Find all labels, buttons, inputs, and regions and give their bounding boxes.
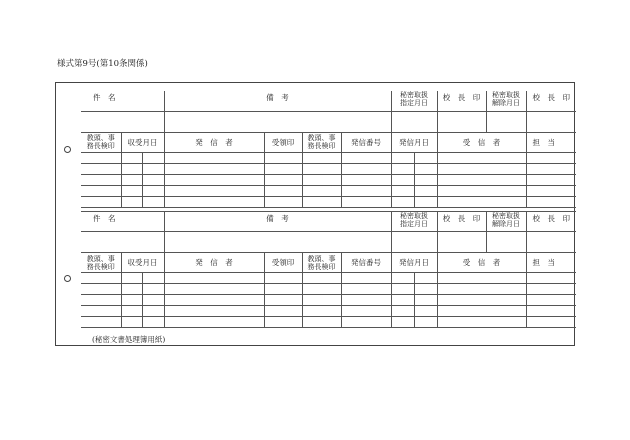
table-row [81, 163, 576, 174]
form-caption: 様式第9号(第10条関係) [57, 59, 148, 69]
subject-header: 件 名 [81, 91, 164, 111]
secret-release-date-header: 秘密取扱 解除月日 [486, 212, 526, 232]
receipt-seal-header: 受領印 [264, 253, 302, 273]
received-date-header: 収受月日 [121, 253, 164, 273]
table-row [81, 284, 576, 295]
secret-release-date-cell [486, 232, 526, 253]
secret-release-date-header: 秘密取扱 解除月日 [486, 91, 526, 111]
send-date-header: 発信月日 [391, 253, 437, 273]
sender-header: 発 信 者 [164, 132, 264, 152]
person-in-charge-header: 担 当 [526, 253, 576, 273]
table-row [81, 196, 576, 207]
record-block-upper [81, 91, 576, 208]
principal-seal-cell [437, 111, 486, 132]
received-date-header: 収受月日 [121, 132, 164, 152]
sender-header: 発 信 者 [164, 253, 264, 273]
secret-designation-date-cell [391, 111, 437, 132]
remarks-cell [164, 111, 391, 132]
table-row [81, 317, 576, 328]
form-note: (秘密文書処理簿用紙) [92, 335, 166, 344]
remarks-cell [164, 232, 391, 253]
head-seal-header: 教頭、事 務長検印 [81, 132, 121, 152]
principal-seal-cell [526, 111, 576, 132]
receipt-seal-header: 受領印 [264, 132, 302, 152]
recipient-header: 受 信 者 [437, 253, 526, 273]
binding-hole-top-icon [64, 146, 71, 153]
table-row [81, 273, 576, 284]
secret-designation-date-header: 秘密取扱 指定月日 [391, 212, 437, 232]
table-row [81, 306, 576, 317]
table-row [81, 152, 576, 163]
principal-seal-cell [437, 232, 486, 253]
principal-seal-header: 校 長 印 [437, 212, 486, 232]
recipient-header: 受 信 者 [437, 132, 526, 152]
secret-designation-date-header: 秘密取扱 指定月日 [391, 91, 437, 111]
remarks-header: 備 考 [164, 91, 391, 111]
head-seal-header: 教頭、事 務長検印 [302, 132, 341, 152]
principal-seal-header: 校 長 印 [526, 212, 576, 232]
send-number-header: 発信番号 [341, 253, 391, 273]
head-seal-header: 教頭、事 務長検印 [302, 253, 341, 273]
table-row [81, 174, 576, 185]
remarks-header: 備 考 [164, 212, 391, 232]
send-number-header: 発信番号 [341, 132, 391, 152]
principal-seal-header: 校 長 印 [526, 91, 576, 111]
person-in-charge-header: 担 当 [526, 132, 576, 152]
record-block-lower [81, 211, 576, 328]
principal-seal-cell [526, 232, 576, 253]
binding-hole-bottom-icon [64, 275, 71, 282]
subject-header: 件 名 [81, 212, 164, 232]
table-row [81, 295, 576, 306]
table-row [81, 185, 576, 196]
head-seal-header: 教頭、事 務長検印 [81, 253, 121, 273]
subject-cell [81, 111, 164, 132]
secret-release-date-cell [486, 111, 526, 132]
send-date-header: 発信月日 [391, 132, 437, 152]
subject-cell [81, 232, 164, 253]
principal-seal-header: 校 長 印 [437, 91, 486, 111]
secret-designation-date-cell [391, 232, 437, 253]
